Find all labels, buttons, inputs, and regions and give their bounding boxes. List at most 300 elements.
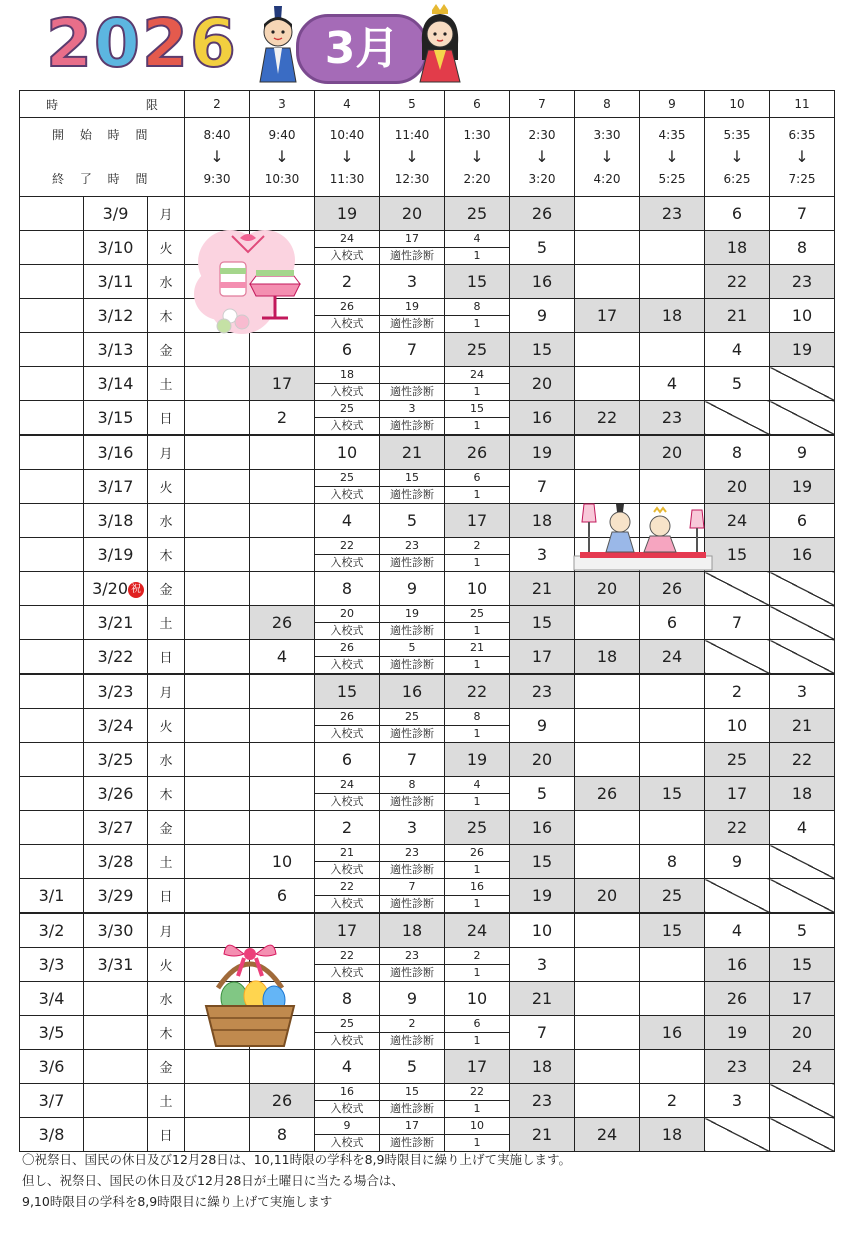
no-class-cell [705, 879, 770, 914]
day-row [20, 1084, 835, 1118]
split-class-cell [380, 1016, 445, 1050]
footnote-line: 但し、祝祭日、国民の休日及び12月28日が土曜日に当たる場合は、 [22, 1173, 404, 1188]
class-cell: 19 [510, 879, 575, 914]
period-time-cell [705, 118, 770, 197]
class-cell: 5 [510, 231, 575, 265]
class-cell: 18 [640, 1118, 705, 1152]
class-number: 22 [445, 1084, 509, 1101]
date-cell-b: 3/10 [84, 231, 148, 265]
date-cell-b: 3/23 [84, 674, 148, 709]
period-number: 2 [185, 91, 250, 118]
split-class-cell [315, 640, 380, 675]
class-cell: 6 [640, 606, 705, 640]
split-class-cell [315, 299, 380, 333]
split-class-cell [380, 470, 445, 504]
split-class-cell [380, 606, 445, 640]
split-class-cell [315, 948, 380, 982]
arrow-down-icon: ↓ [535, 147, 549, 166]
no-class-cell [770, 640, 835, 675]
split-class-cell [380, 367, 445, 401]
class-note: 適性診断 [390, 488, 434, 501]
split-class-cell [380, 640, 445, 675]
class-number: 10 [445, 1118, 509, 1135]
end-time: 10:30 [264, 172, 300, 186]
end-time: 3:20 [528, 172, 556, 186]
class-cell: 18 [575, 640, 640, 675]
split-class-cell [380, 709, 445, 743]
no-class-cell [770, 572, 835, 606]
class-cell: 20 [705, 470, 770, 504]
date-cell-a: 3/4 [20, 982, 84, 1016]
arrow-down-icon: ↓ [600, 147, 614, 166]
split-class-cell [315, 879, 380, 914]
weekday-cell: 木 [148, 777, 185, 811]
day-row [20, 333, 835, 367]
empty-cell [185, 367, 250, 401]
empty-cell [185, 1084, 250, 1118]
class-number: 6 [445, 1016, 509, 1033]
empty-cell [185, 674, 250, 709]
class-number: 15 [380, 1084, 444, 1101]
class-cell: 20 [575, 572, 640, 606]
class-note: 適性診断 [390, 863, 434, 876]
empty-cell [185, 777, 250, 811]
class-number: 2 [445, 948, 509, 965]
class-number [380, 367, 444, 384]
class-number: 25 [445, 606, 509, 623]
class-cell: 8 [250, 1118, 315, 1152]
empty-cell [640, 709, 705, 743]
class-cell: 19 [445, 743, 510, 777]
date-cell-a [20, 606, 84, 640]
start-time: 8:40 [203, 128, 231, 142]
weekday-cell: 月 [148, 913, 185, 948]
date-cell-b: 3/21 [84, 606, 148, 640]
class-cell: 9 [510, 299, 575, 333]
class-cell: 7 [705, 606, 770, 640]
day-row [20, 470, 835, 504]
start-time: 6:35 [788, 128, 816, 142]
hinamatsuri-sweets-icon [190, 222, 315, 342]
year-digit: 0 [94, 5, 140, 82]
class-cell: 24 [705, 504, 770, 538]
empty-cell [575, 1084, 640, 1118]
class-cell: 2 [315, 811, 380, 845]
class-number: 8 [380, 777, 444, 794]
split-class-cell [380, 879, 445, 914]
date-cell-b [84, 1050, 148, 1084]
class-note: 入校式 [330, 795, 364, 808]
period-time-cell [640, 118, 705, 197]
empty-cell [250, 572, 315, 606]
day-row [20, 913, 835, 948]
date-text: 3/20 [92, 579, 128, 598]
date-cell-a: 3/1 [20, 879, 84, 914]
class-cell: 19 [315, 197, 380, 231]
weekday-cell: 金 [148, 1050, 185, 1084]
empty-cell [640, 265, 705, 299]
class-cell: 3 [380, 811, 445, 845]
class-note: 適性診断 [390, 795, 434, 808]
class-note: 入校式 [330, 727, 364, 740]
split-class-cell [380, 538, 445, 572]
footnote-line: 〇祝祭日、国民の休日及び12月28日は、10,11時限の学科を8,9時限目に繰り上げて実施します。 [22, 1152, 571, 1167]
no-class-cell [770, 845, 835, 879]
class-cell: 6 [250, 879, 315, 914]
date-cell-a [20, 572, 84, 606]
class-cell: 21 [510, 572, 575, 606]
period-label-a: 時 [46, 97, 59, 112]
split-class-cell [445, 1016, 510, 1050]
class-cell: 4 [705, 913, 770, 948]
class-note: 入校式 [330, 317, 364, 330]
date-cell-a [20, 470, 84, 504]
class-cell: 16 [705, 948, 770, 982]
class-note: 1 [473, 624, 481, 637]
class-cell: 7 [770, 197, 835, 231]
weekday-cell: 月 [148, 674, 185, 709]
end-time: 12:30 [394, 172, 430, 186]
class-cell: 5 [770, 913, 835, 948]
class-cell: 8 [640, 845, 705, 879]
empty-cell [575, 982, 640, 1016]
class-number: 15 [380, 470, 444, 487]
weekday-cell: 木 [148, 538, 185, 572]
date-cell-b: 3/22 [84, 640, 148, 675]
no-class-cell [770, 1084, 835, 1118]
class-cell: 7 [510, 1016, 575, 1050]
day-row [20, 879, 835, 914]
period-label-b: 限 [145, 97, 158, 112]
time-label-cell [20, 118, 185, 197]
empty-cell [575, 845, 640, 879]
date-cell-a: 3/2 [20, 913, 84, 948]
class-cell: 15 [770, 948, 835, 982]
arrow-down-icon: ↓ [405, 147, 419, 166]
class-cell: 23 [640, 197, 705, 231]
empty-cell [250, 777, 315, 811]
day-row [20, 265, 835, 299]
class-cell: 20 [575, 879, 640, 914]
start-time: 1:30 [463, 128, 491, 142]
day-row [20, 743, 835, 777]
class-cell: 18 [380, 913, 445, 948]
date-cell-b: 3/19 [84, 538, 148, 572]
class-cell: 15 [705, 538, 770, 572]
period-time-cell [575, 118, 640, 197]
class-cell: 4 [770, 811, 835, 845]
empty-cell [185, 845, 250, 879]
class-cell: 7 [380, 743, 445, 777]
period-number: 7 [510, 91, 575, 118]
end-time: 9:30 [203, 172, 231, 186]
class-number: 17 [380, 231, 444, 248]
class-cell: 3 [510, 948, 575, 982]
class-note: 入校式 [330, 863, 364, 876]
date-cell-b: 3/9 [84, 197, 148, 231]
class-cell: 16 [510, 811, 575, 845]
empty-cell [575, 367, 640, 401]
class-cell: 4 [705, 333, 770, 367]
day-row [20, 1016, 835, 1050]
class-note: 入校式 [330, 1136, 364, 1149]
date-cell-b: 3/31 [84, 948, 148, 982]
class-cell: 8 [315, 982, 380, 1016]
split-class-cell [380, 845, 445, 879]
year-digit: 2 [142, 5, 188, 82]
weekday-cell: 火 [148, 948, 185, 982]
class-cell: 23 [705, 1050, 770, 1084]
class-number: 4 [445, 777, 509, 794]
class-cell: 21 [380, 435, 445, 470]
class-cell: 7 [510, 470, 575, 504]
class-number: 6 [445, 470, 509, 487]
class-number: 26 [315, 640, 379, 657]
day-row [20, 401, 835, 436]
arrow-down-icon: ↓ [730, 147, 744, 166]
end-time: 2:20 [463, 172, 491, 186]
class-number: 25 [380, 709, 444, 726]
date-cell-a [20, 674, 84, 709]
class-cell: 17 [510, 640, 575, 675]
date-cell-a: 3/3 [20, 948, 84, 982]
class-cell: 17 [445, 1050, 510, 1084]
weekday-cell: 水 [148, 265, 185, 299]
date-cell-b [84, 572, 148, 606]
class-cell: 9 [380, 572, 445, 606]
empty-cell [250, 538, 315, 572]
weekday-cell: 月 [148, 197, 185, 231]
weekday-cell: 木 [148, 299, 185, 333]
split-class-cell [380, 777, 445, 811]
empty-cell [185, 606, 250, 640]
date-cell-b: 3/14 [84, 367, 148, 401]
date-cell-a [20, 265, 84, 299]
class-cell: 9 [510, 709, 575, 743]
class-number: 5 [380, 640, 444, 657]
weekday-cell: 水 [148, 504, 185, 538]
day-row [20, 948, 835, 982]
arrow-down-icon: ↓ [210, 147, 224, 166]
class-number: 22 [315, 538, 379, 555]
class-cell: 17 [770, 982, 835, 1016]
weekday-cell: 水 [148, 982, 185, 1016]
class-timetable [19, 90, 835, 1152]
class-note: 入校式 [330, 556, 364, 569]
weekday-cell: 土 [148, 367, 185, 401]
class-cell: 22 [770, 743, 835, 777]
date-cell-a: 3/5 [20, 1016, 84, 1050]
class-note: 適性診断 [390, 624, 434, 637]
class-cell: 16 [510, 265, 575, 299]
class-cell: 21 [510, 982, 575, 1016]
period-number: 9 [640, 91, 705, 118]
empty-cell [185, 470, 250, 504]
class-number: 21 [445, 640, 509, 657]
split-class-cell [445, 948, 510, 982]
empty-cell [250, 674, 315, 709]
day-row [20, 811, 835, 845]
empty-cell [575, 743, 640, 777]
class-note: 入校式 [330, 1034, 364, 1047]
class-note: 入校式 [330, 488, 364, 501]
date-cell-b: 3/13 [84, 333, 148, 367]
date-cell-b: 3/18 [84, 504, 148, 538]
class-note: 1 [473, 1102, 481, 1115]
empty-cell [250, 1050, 315, 1084]
hina-dolls-display-icon [572, 500, 714, 574]
class-note: 入校式 [330, 1102, 364, 1115]
split-class-cell [315, 1084, 380, 1118]
empty-cell [640, 811, 705, 845]
date-cell-b: 3/17 [84, 470, 148, 504]
day-row [20, 367, 835, 401]
day-row [20, 674, 835, 709]
date-cell-b: 3/15 [84, 401, 148, 436]
start-time: 9:40 [268, 128, 296, 142]
arrow-down-icon: ↓ [275, 147, 289, 166]
class-cell: 10 [510, 913, 575, 948]
class-note: 適性診断 [390, 556, 434, 569]
split-class-cell [315, 709, 380, 743]
date-cell-b: 3/25 [84, 743, 148, 777]
date-cell-a [20, 538, 84, 572]
weekday-cell: 月 [148, 435, 185, 470]
class-number: 21 [315, 845, 379, 862]
empty-cell [575, 231, 640, 265]
split-class-cell [445, 777, 510, 811]
day-row [20, 709, 835, 743]
class-number: 26 [445, 845, 509, 862]
empty-cell [185, 709, 250, 743]
no-class-cell [705, 572, 770, 606]
split-class-cell [315, 606, 380, 640]
class-cell: 21 [705, 299, 770, 333]
month-badge [296, 14, 428, 84]
split-class-cell [315, 845, 380, 879]
period-time-cell [315, 118, 380, 197]
no-class-cell [705, 640, 770, 675]
class-cell: 19 [770, 470, 835, 504]
class-cell: 6 [770, 504, 835, 538]
date-cell-a [20, 367, 84, 401]
day-row [20, 640, 835, 675]
class-cell: 9 [705, 845, 770, 879]
class-cell: 17 [575, 299, 640, 333]
class-cell: 22 [575, 401, 640, 436]
class-number: 22 [315, 879, 379, 896]
class-note: 1 [473, 658, 481, 671]
date-cell-b [84, 1118, 148, 1152]
date-cell-b: 3/29 [84, 879, 148, 914]
class-cell: 24 [640, 640, 705, 675]
period-number: 6 [445, 91, 510, 118]
class-cell: 3 [380, 265, 445, 299]
empty-cell [185, 401, 250, 436]
empty-cell [640, 743, 705, 777]
class-cell: 4 [250, 640, 315, 675]
class-number: 8 [445, 709, 509, 726]
class-cell: 10 [445, 572, 510, 606]
class-number: 3 [380, 401, 444, 418]
class-cell: 24 [445, 913, 510, 948]
weekday-cell: 土 [148, 606, 185, 640]
period-number: 10 [705, 91, 770, 118]
day-row [20, 777, 835, 811]
class-cell: 16 [380, 674, 445, 709]
class-note: 1 [473, 795, 481, 808]
class-cell: 18 [705, 231, 770, 265]
class-number: 7 [380, 879, 444, 896]
class-note: 1 [473, 966, 481, 979]
class-number: 24 [315, 231, 379, 248]
class-cell: 17 [705, 777, 770, 811]
weekday-cell: 金 [148, 333, 185, 367]
class-note: 入校式 [330, 658, 364, 671]
class-note: 1 [473, 488, 481, 501]
class-cell: 26 [510, 197, 575, 231]
day-row [20, 572, 835, 606]
class-cell: 26 [705, 982, 770, 1016]
period-time-cell [445, 118, 510, 197]
start-time-label: 開 始 時 間 [52, 128, 154, 142]
empty-cell [575, 197, 640, 231]
empty-cell [185, 879, 250, 914]
empty-cell [575, 948, 640, 982]
class-number: 16 [315, 1084, 379, 1101]
split-class-cell [315, 1016, 380, 1050]
no-class-cell [770, 367, 835, 401]
class-cell: 7 [380, 333, 445, 367]
class-cell: 26 [640, 572, 705, 606]
class-cell: 23 [510, 1084, 575, 1118]
class-cell: 8 [315, 572, 380, 606]
class-cell: 9 [770, 435, 835, 470]
weekday-cell: 土 [148, 845, 185, 879]
class-number: 23 [380, 845, 444, 862]
empty-cell [250, 811, 315, 845]
date-cell-a [20, 777, 84, 811]
date-cell-a [20, 811, 84, 845]
class-note: 入校式 [330, 897, 364, 910]
period-label-cell [20, 91, 185, 118]
date-cell-a [20, 231, 84, 265]
class-cell: 24 [770, 1050, 835, 1084]
class-cell: 17 [250, 367, 315, 401]
empty-cell [185, 435, 250, 470]
empty-cell [575, 913, 640, 948]
class-cell: 10 [770, 299, 835, 333]
day-row [20, 606, 835, 640]
class-cell: 20 [380, 197, 445, 231]
date-cell-a [20, 504, 84, 538]
class-number: 25 [315, 470, 379, 487]
start-time: 10:40 [329, 128, 365, 142]
class-number: 26 [315, 709, 379, 726]
arrow-down-icon: ↓ [795, 147, 809, 166]
date-cell-b: 3/30 [84, 913, 148, 948]
year-digit: 6 [190, 5, 236, 82]
class-note: 適性診断 [390, 1102, 434, 1115]
class-note: 1 [473, 1136, 481, 1149]
class-note: 入校式 [330, 249, 364, 262]
class-cell: 3 [510, 538, 575, 572]
class-cell: 10 [315, 435, 380, 470]
empty-cell [185, 1050, 250, 1084]
end-time: 6:25 [723, 172, 751, 186]
split-class-cell [315, 401, 380, 436]
class-cell: 15 [640, 913, 705, 948]
